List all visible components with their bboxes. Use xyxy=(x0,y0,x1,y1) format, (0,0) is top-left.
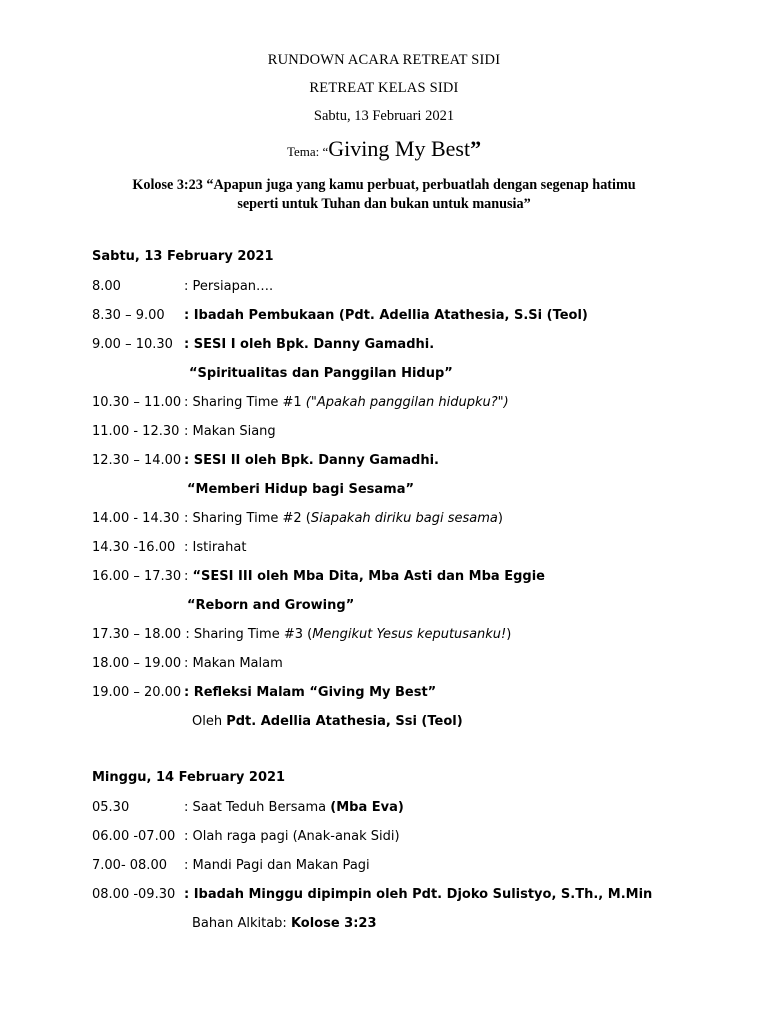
document-subtitle: RETREAT KELAS SIDI xyxy=(309,80,459,96)
session-topic: “Spiritualitas dan Panggilan Hidup” xyxy=(189,366,453,381)
schedule-desc-text: Bahan Alkitab: xyxy=(192,916,291,931)
schedule-desc-italic: Mengikut Yesus keputusanku! xyxy=(312,627,507,642)
schedule-desc-bold: (Mba Eva) xyxy=(330,800,404,815)
schedule-desc-text: : xyxy=(184,569,193,584)
schedule-desc: : Refleksi Malam “Giving My Best” xyxy=(184,685,437,700)
schedule-desc-text: : Saat Teduh Bersama xyxy=(184,800,331,815)
theme-value: Giving My Best xyxy=(328,136,471,161)
schedule-desc xyxy=(184,510,503,528)
schedule-desc-text: 17.30 – 18.00 : Sharing Time #3 ( xyxy=(92,627,313,642)
schedule-time: 10.30 – 11.00 xyxy=(92,395,182,410)
schedule-desc-text: ) xyxy=(506,627,512,642)
schedule-desc xyxy=(184,394,509,412)
schedule-desc-bold: Pdt. Adellia Atathesia, Ssi (Teol) xyxy=(226,714,463,729)
theme-close-quote: ” xyxy=(470,136,482,161)
schedule-time: 7.00- 08.00 xyxy=(92,858,167,873)
day-heading-saturday: Sabtu, 13 February 2021 xyxy=(92,249,274,264)
schedule-desc: : SESI I oleh Bpk. Danny Gamadhi. xyxy=(184,337,435,352)
schedule-desc: : Mandi Pagi dan Makan Pagi xyxy=(184,858,370,873)
schedule-desc-text: : Sharing Time #1 xyxy=(184,395,306,410)
schedule-desc-bold: Kolose 3:23 xyxy=(290,916,377,931)
schedule-time: 11.00 - 12.30 xyxy=(92,424,180,439)
schedule-desc xyxy=(184,568,545,586)
schedule-time: 05.30 xyxy=(92,800,130,815)
session-topic: “Reborn and Growing” xyxy=(187,598,355,613)
schedule-desc: : Olah raga pagi (Anak-anak Sidi) xyxy=(184,829,400,844)
schedule-time: 14.30 -16.00 xyxy=(92,540,176,555)
schedule-time: 12.30 – 14.00 xyxy=(92,453,182,468)
schedule-time-and-desc xyxy=(92,626,511,644)
schedule-time: 08.00 -09.30 xyxy=(92,887,176,902)
theme-label: Tema: “ xyxy=(286,144,329,159)
schedule-time: 14.00 - 14.30 xyxy=(92,511,180,526)
session-speaker xyxy=(192,713,463,731)
schedule-time: 18.00 – 19.00 xyxy=(92,656,182,671)
schedule-time: 8.00 xyxy=(92,279,121,294)
schedule-desc-text: ) xyxy=(497,511,503,526)
schedule-desc-bold: “SESI III oleh Mba Dita, Mba Asti dan Mba Eggie xyxy=(192,569,545,584)
day-heading-sunday: Minggu, 14 February 2021 xyxy=(92,770,286,785)
schedule-time: 8.30 – 9.00 xyxy=(92,308,165,323)
schedule-desc: : Ibadah Pembukaan (Pdt. Adellia Atathesia, S.Si (Teol) xyxy=(184,308,588,323)
verse-line-1: Kolose 3:23 “Apapun juga yang kamu perbuat, perbuatlah dengan segenap hatimu xyxy=(132,177,636,193)
schedule-desc xyxy=(184,799,404,817)
schedule-desc: : Persiapan…. xyxy=(184,279,274,294)
schedule-time: 9.00 – 10.30 xyxy=(92,337,173,352)
session-topic: “Memberi Hidup bagi Sesama” xyxy=(187,482,415,497)
schedule-time: 19.00 – 20.00 xyxy=(92,685,182,700)
schedule-desc-italic: Siapakah diriku bagi sesama xyxy=(310,511,498,526)
schedule-desc: : Istirahat xyxy=(184,540,247,555)
schedule-desc: : Ibadah Minggu dipimpin oleh Pdt. Djoko Sulistyo, S.Th., M.Min xyxy=(184,887,653,902)
bible-reading xyxy=(192,915,377,933)
document-title: RUNDOWN ACARA RETREAT SIDI xyxy=(267,52,501,68)
schedule-desc-text: Oleh xyxy=(192,714,227,729)
bible-verse xyxy=(90,176,678,214)
schedule-time: 06.00 -07.00 xyxy=(92,829,176,844)
schedule-desc-italic: ("Apakah panggilan hidupku?") xyxy=(305,395,509,410)
verse-line-2: seperti untuk Tuhan dan bukan untuk manusia” xyxy=(237,196,531,212)
schedule-desc: : Makan Malam xyxy=(184,656,283,671)
schedule-desc: : Makan Siang xyxy=(184,424,276,439)
schedule-desc-text: : Sharing Time #2 ( xyxy=(184,511,311,526)
schedule-time: 16.00 – 17.30 xyxy=(92,569,182,584)
document-date: Sabtu, 13 Februari 2021 xyxy=(313,108,455,124)
schedule-desc: : SESI II oleh Bpk. Danny Gamadhi. xyxy=(184,453,439,468)
theme-line xyxy=(0,136,768,162)
